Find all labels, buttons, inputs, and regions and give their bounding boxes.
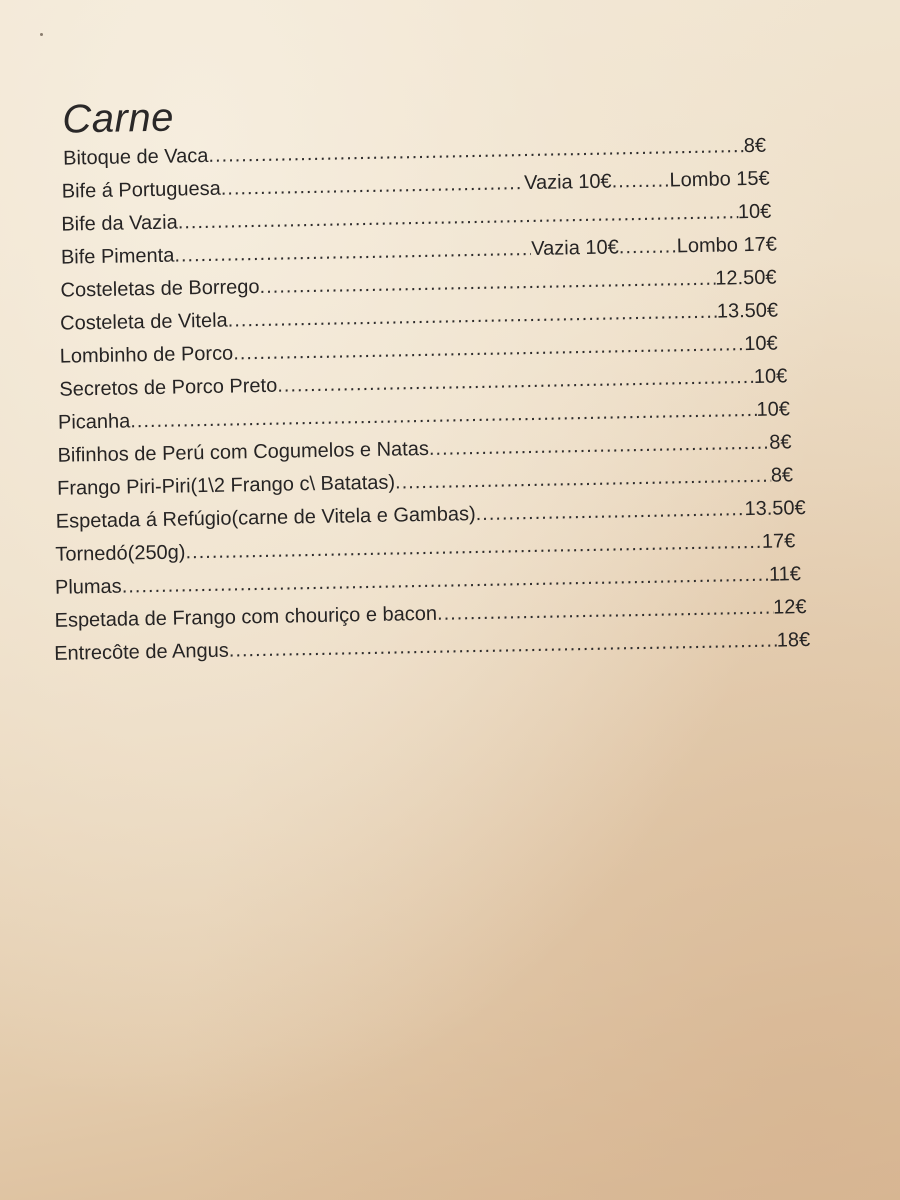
- item-price: 11€: [768, 563, 802, 586]
- item-price: 13.50€: [744, 497, 806, 521]
- dot-leader: [475, 498, 744, 526]
- item-name: Lombinho de Porco: [59, 342, 234, 368]
- item-name: Bife á Portuguesa: [61, 177, 221, 203]
- menu-section: [40, 82, 830, 676]
- item-price: 10€: [737, 200, 772, 224]
- item-price: 10€: [744, 332, 778, 356]
- item-name: Plumas: [54, 575, 122, 599]
- section-title: Carne: [62, 95, 175, 142]
- menu-items: [41, 134, 831, 676]
- item-name: Costeletas de Borrego: [60, 276, 260, 302]
- item-price: 18€: [776, 628, 811, 652]
- dot-leader: [611, 169, 669, 193]
- item-name: Entrecôte de Angus: [54, 639, 229, 665]
- paper-speck: [40, 33, 43, 36]
- item-price-lombo: Lombo 17€: [676, 233, 778, 258]
- dot-leader: [208, 135, 744, 168]
- item-price-lombo: Lombo 15€: [669, 167, 770, 192]
- item-price: 8€: [769, 431, 792, 454]
- item-name: Frango Piri-Piri(1\2 Frango c\ Batatas): [56, 471, 396, 500]
- item-name: Tornedó(250g): [55, 541, 186, 566]
- dot-leader: [221, 172, 525, 201]
- dot-leader: [619, 235, 677, 259]
- item-name: Espetada de Frango com chouriço e bacon: [54, 602, 438, 632]
- dot-leader: [437, 597, 774, 626]
- item-price: 13.50€: [716, 299, 779, 323]
- item-price: 8€: [743, 134, 767, 158]
- item-price: 10€: [756, 398, 791, 421]
- item-name: Costeleta de Vitela: [59, 309, 228, 335]
- item-price: 17€: [761, 530, 796, 553]
- item-price-vazia: Vazia 10€: [531, 236, 619, 261]
- item-name: Bifinhos de Perú com Cogumelos e Natas: [57, 437, 430, 467]
- item-name: Espetada á Refúgio(carne de Vitela e Gambas): [55, 503, 476, 533]
- item-price: 10€: [753, 365, 788, 388]
- dot-leader: [429, 432, 770, 461]
- item-price: 12.50€: [715, 266, 777, 290]
- item-name: Picanha: [57, 410, 131, 434]
- item-price: 12€: [772, 596, 807, 619]
- item-name: Bitoque de Vaca: [62, 144, 209, 170]
- item-price: 8€: [770, 464, 794, 487]
- item-price-vazia: Vazia 10€: [523, 170, 612, 195]
- item-name: Secretos de Porco Preto: [59, 374, 278, 401]
- item-name: Bife da Vazia: [61, 211, 178, 236]
- item-name: Bife Pimenta: [60, 244, 175, 269]
